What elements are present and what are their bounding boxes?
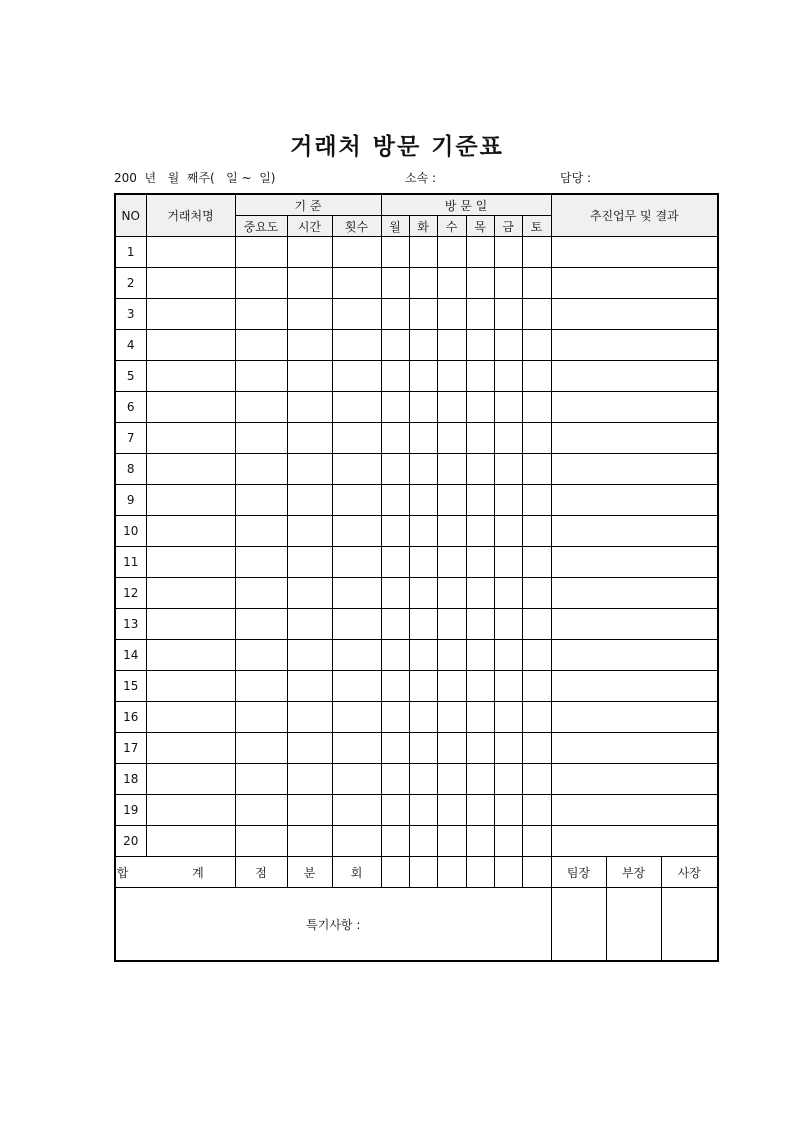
importance-cell[interactable] xyxy=(235,764,287,795)
count-cell[interactable] xyxy=(332,423,381,454)
department-label: 소속 : xyxy=(405,171,437,185)
visit-day-cell[interactable] xyxy=(522,826,551,857)
visit-day-cell[interactable] xyxy=(409,299,437,330)
visit-day-cell[interactable] xyxy=(381,671,409,702)
client-name-cell[interactable] xyxy=(146,733,235,764)
client-name-cell[interactable] xyxy=(146,423,235,454)
importance-cell[interactable] xyxy=(235,702,287,733)
count-cell[interactable] xyxy=(332,237,381,268)
visit-day-cell[interactable] xyxy=(409,609,437,640)
visit-day-cell[interactable] xyxy=(466,671,494,702)
visit-day-cell[interactable] xyxy=(409,268,437,299)
visit-day-cell[interactable] xyxy=(437,609,466,640)
table-row xyxy=(115,764,718,795)
visit-day-cell[interactable] xyxy=(437,361,466,392)
client-name-cell[interactable] xyxy=(146,268,235,299)
visit-day-cell[interactable] xyxy=(522,423,551,454)
signature-department-head[interactable] xyxy=(606,888,661,962)
importance-cell[interactable] xyxy=(235,516,287,547)
visit-day-cell[interactable] xyxy=(381,547,409,578)
visit-day-cell[interactable] xyxy=(409,392,437,423)
visit-day-cell[interactable] xyxy=(437,423,466,454)
time-cell[interactable] xyxy=(287,485,332,516)
visit-day-cell[interactable] xyxy=(522,578,551,609)
visit-day-cell[interactable] xyxy=(494,609,522,640)
row-number: 15 xyxy=(115,671,146,702)
table-row xyxy=(115,268,718,299)
header-day-fri: 금 xyxy=(494,216,522,237)
document-title: 거래처 방문 기준표 xyxy=(290,134,504,160)
client-name-cell[interactable] xyxy=(146,454,235,485)
time-cell[interactable] xyxy=(287,423,332,454)
visit-day-cell[interactable] xyxy=(494,671,522,702)
total-day-cell[interactable] xyxy=(494,857,522,888)
count-cell[interactable] xyxy=(332,516,381,547)
visit-day-cell[interactable] xyxy=(381,237,409,268)
table-row xyxy=(115,578,718,609)
time-cell[interactable] xyxy=(287,454,332,485)
visit-day-cell[interactable] xyxy=(381,423,409,454)
table-row xyxy=(115,392,718,423)
row-number: 12 xyxy=(115,578,146,609)
row-number: 8 xyxy=(115,454,146,485)
importance-cell[interactable] xyxy=(235,547,287,578)
visit-day-cell[interactable] xyxy=(437,547,466,578)
table-row xyxy=(115,547,718,578)
result-cell[interactable] xyxy=(551,640,718,671)
header-no: NO xyxy=(115,194,146,237)
table-row xyxy=(115,454,718,485)
row-number: 16 xyxy=(115,702,146,733)
importance-cell[interactable] xyxy=(235,733,287,764)
visit-day-cell[interactable] xyxy=(466,764,494,795)
table-row xyxy=(115,671,718,702)
visit-day-cell[interactable] xyxy=(437,640,466,671)
row-number: 14 xyxy=(115,640,146,671)
visit-day-cell[interactable] xyxy=(409,702,437,733)
visit-day-cell[interactable] xyxy=(522,330,551,361)
header-visit-days: 방 문 일 xyxy=(381,194,551,216)
table-row xyxy=(115,826,718,857)
count-cell[interactable] xyxy=(332,547,381,578)
importance-cell[interactable] xyxy=(235,795,287,826)
time-cell[interactable] xyxy=(287,826,332,857)
visit-day-cell[interactable] xyxy=(522,609,551,640)
visit-day-cell[interactable] xyxy=(437,237,466,268)
time-cell[interactable] xyxy=(287,609,332,640)
time-cell[interactable] xyxy=(287,268,332,299)
result-cell[interactable] xyxy=(551,423,718,454)
result-cell[interactable] xyxy=(551,330,718,361)
visit-day-cell[interactable] xyxy=(409,733,437,764)
time-cell[interactable] xyxy=(287,237,332,268)
manager-label: 담당 : xyxy=(560,171,592,185)
visit-day-cell[interactable] xyxy=(437,764,466,795)
visit-day-cell[interactable] xyxy=(466,361,494,392)
client-name-cell[interactable] xyxy=(146,609,235,640)
client-name-cell[interactable] xyxy=(146,795,235,826)
time-cell[interactable] xyxy=(287,330,332,361)
visit-day-cell[interactable] xyxy=(494,795,522,826)
visit-day-cell[interactable] xyxy=(409,361,437,392)
visit-day-cell[interactable] xyxy=(381,485,409,516)
visit-day-cell[interactable] xyxy=(409,330,437,361)
importance-cell[interactable] xyxy=(235,361,287,392)
signature-team-leader[interactable] xyxy=(551,888,606,962)
result-cell[interactable] xyxy=(551,764,718,795)
importance-cell[interactable] xyxy=(235,268,287,299)
visit-day-cell[interactable] xyxy=(494,392,522,423)
visit-day-cell[interactable] xyxy=(494,578,522,609)
visit-day-cell[interactable] xyxy=(466,640,494,671)
visit-day-cell[interactable] xyxy=(381,578,409,609)
visit-day-cell[interactable] xyxy=(437,454,466,485)
visit-day-cell[interactable] xyxy=(494,733,522,764)
count-cell[interactable] xyxy=(332,795,381,826)
result-cell[interactable] xyxy=(551,671,718,702)
header-day-thu: 목 xyxy=(466,216,494,237)
time-cell[interactable] xyxy=(287,516,332,547)
approval-department-head: 부장 xyxy=(606,857,661,888)
visit-day-cell[interactable] xyxy=(437,671,466,702)
visit-day-cell[interactable] xyxy=(409,237,437,268)
count-cell[interactable] xyxy=(332,702,381,733)
importance-cell[interactable] xyxy=(235,392,287,423)
visit-day-cell[interactable] xyxy=(522,485,551,516)
header-day-tue: 화 xyxy=(409,216,437,237)
visit-day-cell[interactable] xyxy=(522,454,551,485)
total-points: 점 xyxy=(235,857,287,888)
visit-day-cell[interactable] xyxy=(381,702,409,733)
special-notes-field[interactable] xyxy=(115,888,551,962)
total-day-cell[interactable] xyxy=(437,857,466,888)
importance-cell[interactable] xyxy=(235,609,287,640)
importance-cell[interactable] xyxy=(235,671,287,702)
visit-day-cell[interactable] xyxy=(494,640,522,671)
row-number: 18 xyxy=(115,764,146,795)
result-cell[interactable] xyxy=(551,826,718,857)
visit-day-cell[interactable] xyxy=(494,454,522,485)
client-name-cell[interactable] xyxy=(146,299,235,330)
importance-cell[interactable] xyxy=(235,330,287,361)
importance-cell[interactable] xyxy=(235,826,287,857)
time-cell[interactable] xyxy=(287,547,332,578)
row-number: 13 xyxy=(115,609,146,640)
visit-day-cell[interactable] xyxy=(466,609,494,640)
importance-cell[interactable] xyxy=(235,423,287,454)
week-date-line: 200 년 월 째주( 일 ~ 일) xyxy=(114,171,276,185)
row-number: 4 xyxy=(115,330,146,361)
row-number: 5 xyxy=(115,361,146,392)
visit-day-cell[interactable] xyxy=(522,361,551,392)
result-cell[interactable] xyxy=(551,795,718,826)
visit-day-cell[interactable] xyxy=(381,330,409,361)
client-name-cell[interactable] xyxy=(146,702,235,733)
table-row xyxy=(115,361,718,392)
result-cell[interactable] xyxy=(551,516,718,547)
result-cell[interactable] xyxy=(551,454,718,485)
result-cell[interactable] xyxy=(551,609,718,640)
visit-day-cell[interactable] xyxy=(494,826,522,857)
row-number: 19 xyxy=(115,795,146,826)
visit-criteria-table xyxy=(114,193,719,962)
total-day-cell[interactable] xyxy=(381,857,409,888)
visit-day-cell[interactable] xyxy=(409,547,437,578)
result-cell[interactable] xyxy=(551,268,718,299)
visit-day-cell[interactable] xyxy=(466,578,494,609)
visit-day-cell[interactable] xyxy=(494,299,522,330)
visit-day-cell[interactable] xyxy=(494,702,522,733)
row-number: 1 xyxy=(115,237,146,268)
visit-day-cell[interactable] xyxy=(522,392,551,423)
table-row xyxy=(115,237,718,268)
visit-day-cell[interactable] xyxy=(522,299,551,330)
row-number: 3 xyxy=(115,299,146,330)
visit-day-cell[interactable] xyxy=(381,764,409,795)
visit-day-cell[interactable] xyxy=(409,578,437,609)
visit-day-cell[interactable] xyxy=(437,299,466,330)
row-number: 11 xyxy=(115,547,146,578)
visit-day-cell[interactable] xyxy=(522,702,551,733)
visit-day-cell[interactable] xyxy=(381,733,409,764)
visit-day-cell[interactable] xyxy=(466,237,494,268)
visit-day-cell[interactable] xyxy=(494,361,522,392)
header-count: 횟수 xyxy=(332,216,381,237)
count-cell[interactable] xyxy=(332,392,381,423)
client-name-cell[interactable] xyxy=(146,485,235,516)
visit-day-cell[interactable] xyxy=(409,516,437,547)
visit-day-cell[interactable] xyxy=(466,702,494,733)
result-cell[interactable] xyxy=(551,578,718,609)
visit-day-cell[interactable] xyxy=(437,268,466,299)
visit-day-cell[interactable] xyxy=(409,640,437,671)
visit-day-cell[interactable] xyxy=(466,299,494,330)
visit-day-cell[interactable] xyxy=(466,826,494,857)
visit-day-cell[interactable] xyxy=(466,516,494,547)
header-criteria: 기 준 xyxy=(235,194,381,216)
visit-day-cell[interactable] xyxy=(494,330,522,361)
visit-day-cell[interactable] xyxy=(494,423,522,454)
total-day-cell[interactable] xyxy=(522,857,551,888)
visit-day-cell[interactable] xyxy=(466,454,494,485)
header-day-mon: 월 xyxy=(381,216,409,237)
time-cell[interactable] xyxy=(287,392,332,423)
approval-president: 사장 xyxy=(661,857,718,888)
total-label: 합 계 xyxy=(115,857,235,888)
row-number: 20 xyxy=(115,826,146,857)
visit-day-cell[interactable] xyxy=(494,764,522,795)
visit-day-cell[interactable] xyxy=(522,547,551,578)
visit-day-cell[interactable] xyxy=(437,330,466,361)
table-row xyxy=(115,299,718,330)
visit-day-cell[interactable] xyxy=(437,733,466,764)
client-name-cell[interactable] xyxy=(146,361,235,392)
visit-day-cell[interactable] xyxy=(522,733,551,764)
client-name-cell[interactable] xyxy=(146,764,235,795)
importance-cell[interactable] xyxy=(235,299,287,330)
visit-day-cell[interactable] xyxy=(409,454,437,485)
header-client-name: 거래처명 xyxy=(146,194,235,237)
visit-day-cell[interactable] xyxy=(409,423,437,454)
importance-cell[interactable] xyxy=(235,578,287,609)
time-cell[interactable] xyxy=(287,640,332,671)
count-cell[interactable] xyxy=(332,330,381,361)
visit-day-cell[interactable] xyxy=(522,516,551,547)
visit-day-cell[interactable] xyxy=(466,733,494,764)
time-cell[interactable] xyxy=(287,578,332,609)
header-day-wed: 수 xyxy=(437,216,466,237)
summary-row xyxy=(115,857,718,888)
visit-day-cell[interactable] xyxy=(409,671,437,702)
header-importance: 중요도 xyxy=(235,216,287,237)
time-cell[interactable] xyxy=(287,795,332,826)
time-cell[interactable] xyxy=(287,361,332,392)
time-cell[interactable] xyxy=(287,702,332,733)
count-cell[interactable] xyxy=(332,268,381,299)
client-name-cell[interactable] xyxy=(146,516,235,547)
count-cell[interactable] xyxy=(332,640,381,671)
visit-day-cell[interactable] xyxy=(437,578,466,609)
visit-day-cell[interactable] xyxy=(522,764,551,795)
client-name-cell[interactable] xyxy=(146,330,235,361)
client-name-cell[interactable] xyxy=(146,392,235,423)
visit-day-cell[interactable] xyxy=(437,702,466,733)
row-number: 6 xyxy=(115,392,146,423)
result-cell[interactable] xyxy=(551,485,718,516)
visit-day-cell[interactable] xyxy=(522,640,551,671)
count-cell[interactable] xyxy=(332,454,381,485)
client-name-cell[interactable] xyxy=(146,547,235,578)
table-row xyxy=(115,640,718,671)
importance-cell[interactable] xyxy=(235,485,287,516)
count-cell[interactable] xyxy=(332,299,381,330)
count-cell[interactable] xyxy=(332,578,381,609)
visit-day-cell[interactable] xyxy=(381,392,409,423)
visit-day-cell[interactable] xyxy=(437,392,466,423)
visit-day-cell[interactable] xyxy=(381,516,409,547)
importance-cell[interactable] xyxy=(235,237,287,268)
total-day-cell[interactable] xyxy=(409,857,437,888)
special-notes-label: 특기사항 : xyxy=(306,917,361,932)
visit-day-cell[interactable] xyxy=(437,795,466,826)
visit-day-cell[interactable] xyxy=(409,764,437,795)
visit-day-cell[interactable] xyxy=(466,485,494,516)
visit-day-cell[interactable] xyxy=(494,547,522,578)
result-cell[interactable] xyxy=(551,547,718,578)
client-name-cell[interactable] xyxy=(146,671,235,702)
visit-day-cell[interactable] xyxy=(466,330,494,361)
client-name-cell[interactable] xyxy=(146,640,235,671)
visit-day-cell[interactable] xyxy=(437,826,466,857)
visit-day-cell[interactable] xyxy=(437,485,466,516)
table-row xyxy=(115,485,718,516)
visit-day-cell[interactable] xyxy=(522,795,551,826)
importance-cell[interactable] xyxy=(235,640,287,671)
visit-day-cell[interactable] xyxy=(466,547,494,578)
visit-day-cell[interactable] xyxy=(522,671,551,702)
visit-day-cell[interactable] xyxy=(381,795,409,826)
visit-day-cell[interactable] xyxy=(381,454,409,485)
result-cell[interactable] xyxy=(551,733,718,764)
importance-cell[interactable] xyxy=(235,454,287,485)
visit-day-cell[interactable] xyxy=(409,485,437,516)
total-day-cell[interactable] xyxy=(466,857,494,888)
table-row xyxy=(115,423,718,454)
count-cell[interactable] xyxy=(332,733,381,764)
time-cell[interactable] xyxy=(287,671,332,702)
result-cell[interactable] xyxy=(551,361,718,392)
visit-day-cell[interactable] xyxy=(466,268,494,299)
table-row xyxy=(115,702,718,733)
row-number: 7 xyxy=(115,423,146,454)
count-cell[interactable] xyxy=(332,826,381,857)
total-times: 회 xyxy=(332,857,381,888)
time-cell[interactable] xyxy=(287,733,332,764)
visit-day-cell[interactable] xyxy=(381,609,409,640)
table-row xyxy=(115,609,718,640)
table-row xyxy=(115,330,718,361)
visit-day-cell[interactable] xyxy=(409,795,437,826)
header-day-sat: 토 xyxy=(522,216,551,237)
count-cell[interactable] xyxy=(332,361,381,392)
row-number: 2 xyxy=(115,268,146,299)
notes-row xyxy=(115,888,718,962)
visit-day-cell[interactable] xyxy=(494,268,522,299)
client-name-cell[interactable] xyxy=(146,237,235,268)
row-number: 10 xyxy=(115,516,146,547)
count-cell[interactable] xyxy=(332,609,381,640)
table-row xyxy=(115,733,718,764)
row-number: 9 xyxy=(115,485,146,516)
visit-day-cell[interactable] xyxy=(409,826,437,857)
result-cell[interactable] xyxy=(551,702,718,733)
table-row xyxy=(115,516,718,547)
time-cell[interactable] xyxy=(287,764,332,795)
approval-team-leader: 팀장 xyxy=(551,857,606,888)
result-cell[interactable] xyxy=(551,392,718,423)
visit-day-cell[interactable] xyxy=(522,268,551,299)
visit-day-cell[interactable] xyxy=(381,640,409,671)
visit-day-cell[interactable] xyxy=(437,516,466,547)
visit-day-cell[interactable] xyxy=(466,423,494,454)
visit-day-cell[interactable] xyxy=(381,826,409,857)
header-time: 시간 xyxy=(287,216,332,237)
client-name-cell[interactable] xyxy=(146,826,235,857)
result-cell[interactable] xyxy=(551,299,718,330)
time-cell[interactable] xyxy=(287,299,332,330)
visit-day-cell[interactable] xyxy=(494,516,522,547)
row-number: 17 xyxy=(115,733,146,764)
client-name-cell[interactable] xyxy=(146,578,235,609)
visit-day-cell[interactable] xyxy=(522,237,551,268)
visit-day-cell[interactable] xyxy=(494,485,522,516)
count-cell[interactable] xyxy=(332,485,381,516)
count-cell[interactable] xyxy=(332,764,381,795)
result-cell[interactable] xyxy=(551,237,718,268)
signature-president[interactable] xyxy=(661,888,718,962)
count-cell[interactable] xyxy=(332,671,381,702)
visit-day-cell[interactable] xyxy=(466,392,494,423)
visit-day-cell[interactable] xyxy=(494,237,522,268)
table-row xyxy=(115,795,718,826)
total-minutes: 분 xyxy=(287,857,332,888)
header-tasks-results: 추진업무 및 결과 xyxy=(551,194,718,237)
visit-day-cell[interactable] xyxy=(381,268,409,299)
visit-day-cell[interactable] xyxy=(466,795,494,826)
visit-day-cell[interactable] xyxy=(381,361,409,392)
visit-day-cell[interactable] xyxy=(381,299,409,330)
